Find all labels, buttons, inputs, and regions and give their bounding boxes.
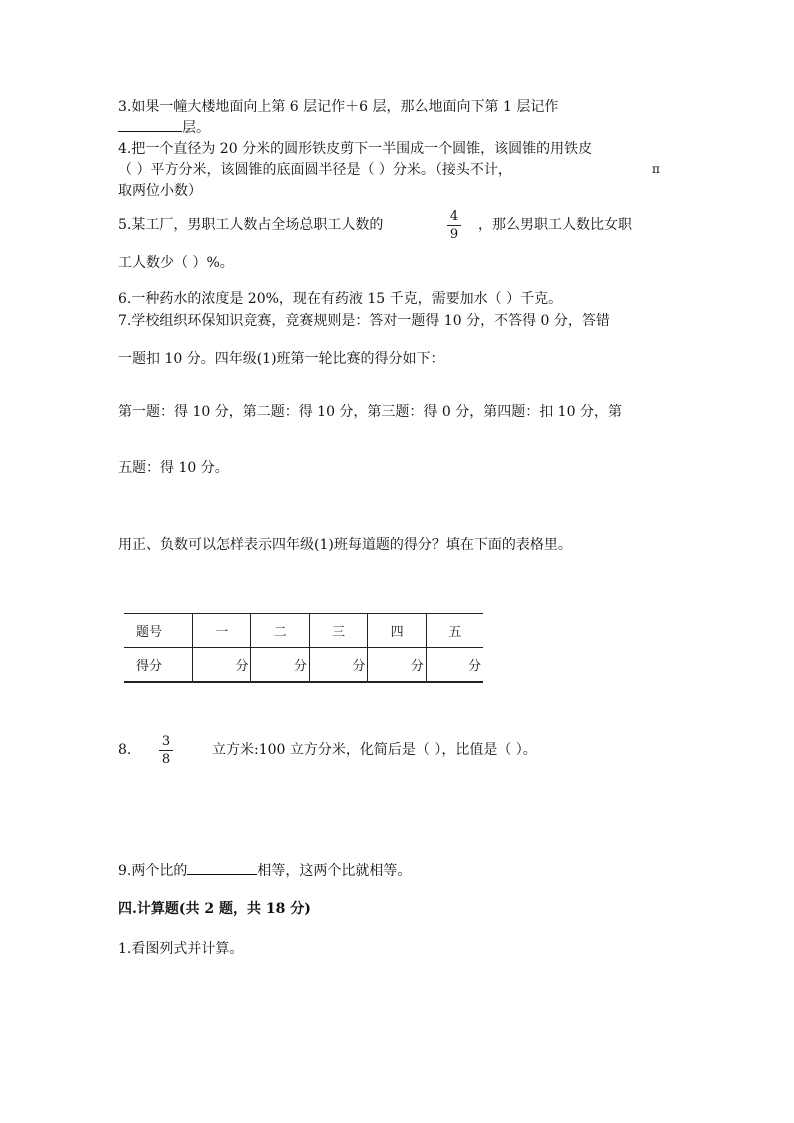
q7-line3: 第一题：得 10 分，第二题：得 10 分，第三题：得 0 分，第四题：扣 10 分，第 bbox=[118, 404, 622, 420]
q3-line2-suffix: 层。 bbox=[182, 120, 210, 136]
table-header-cell: 二 bbox=[251, 614, 309, 648]
table-header-cell: 题号 bbox=[124, 614, 193, 648]
fraction-bar bbox=[159, 750, 173, 751]
score-cell[interactable]: 分 bbox=[193, 648, 251, 683]
table-header-cell: 四 bbox=[368, 614, 426, 648]
score-cell[interactable]: 分 bbox=[426, 648, 483, 683]
q8-number: 8. bbox=[118, 742, 132, 758]
score-table bbox=[124, 613, 483, 683]
q5-fraction bbox=[447, 210, 461, 242]
section-title: 四.计算题(共 2 题，共 18 分) bbox=[118, 901, 311, 917]
q6-line1: 6.一种药水的浓度是 20%，现在有药液 15 千克，需要加水（ ）千克。 bbox=[118, 291, 563, 307]
fraction-bar bbox=[447, 225, 461, 226]
q3-line2 bbox=[118, 117, 210, 137]
q4-line1: 4.把一个直径为 20 分米的圆形铁皮剪下一半围成一个圆锥，该圆锥的用铁皮 bbox=[118, 141, 593, 157]
q9-prefix: 9.两个比的 bbox=[118, 863, 188, 879]
calc1-text: 1.看图列式并计算。 bbox=[118, 941, 244, 957]
q8-fraction bbox=[159, 735, 173, 767]
table-row bbox=[124, 648, 483, 683]
q8-text: 立方米:100 立方分米，化简后是（ ），比值是（ ）。 bbox=[212, 742, 537, 758]
score-cell[interactable]: 分 bbox=[251, 648, 309, 683]
table-header-cell: 一 bbox=[193, 614, 251, 648]
answer-blank[interactable] bbox=[118, 117, 182, 132]
fraction-numerator: 4 bbox=[449, 209, 459, 224]
table-header-row bbox=[124, 614, 483, 648]
q9-suffix: 相等，这两个比就相等。 bbox=[257, 863, 412, 879]
table-row-label: 得分 bbox=[124, 648, 193, 683]
table-header-cell: 三 bbox=[309, 614, 367, 648]
q3-line1: 3.如果一幢大楼地面向上第 6 层记作＋6 层，那么地面向下第 1 层记作 bbox=[118, 99, 559, 115]
q7-line4: 五题：得 10 分。 bbox=[118, 460, 229, 476]
score-cell[interactable]: 分 bbox=[368, 648, 426, 683]
q7-line1: 7.学校组织环保知识竞赛，竞赛规则是：答对一题得 10 分，不答得 0 分，答错 bbox=[118, 313, 610, 329]
answer-blank[interactable] bbox=[187, 860, 257, 875]
q5-prefix: 5.某工厂，男职工人数占全场总职工人数的 bbox=[118, 217, 384, 233]
q5-line2: 工人数少（ ）%。 bbox=[118, 255, 234, 271]
q4-line3: 取两位小数） bbox=[118, 183, 202, 199]
q7-line2: 一题扣 10 分。四年级(1)班第一轮比赛的得分如下： bbox=[118, 351, 445, 367]
fraction-numerator: 3 bbox=[161, 734, 171, 749]
q7-line5: 用正、负数可以怎样表示四年级(1)班每道题的得分？填在下面的表格里。 bbox=[118, 537, 572, 553]
q5-suffix: ，那么男职工人数比女职 bbox=[478, 217, 632, 233]
fraction-denominator: 8 bbox=[161, 752, 171, 767]
q4-line2: （ ）平方分米，该圆锥的底面圆半径是（ ）分米。（接头不计， bbox=[118, 162, 512, 178]
pi-symbol: π bbox=[652, 162, 660, 176]
score-cell[interactable]: 分 bbox=[309, 648, 367, 683]
table-header-cell: 五 bbox=[426, 614, 483, 648]
q9-line bbox=[118, 860, 411, 880]
fraction-denominator: 9 bbox=[449, 227, 459, 242]
